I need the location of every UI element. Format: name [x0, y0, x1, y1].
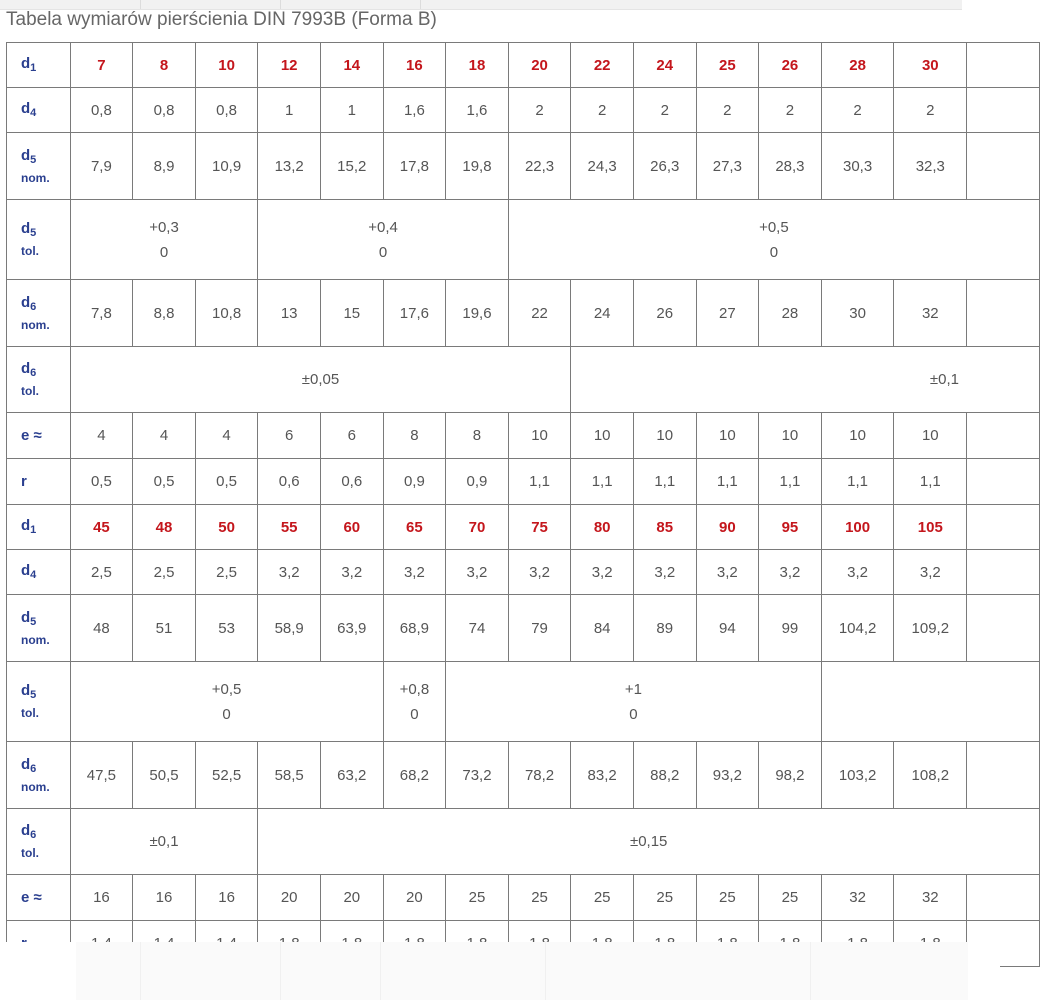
e-value: 10: [633, 413, 696, 459]
row-label-d1: $d_1$: [7, 505, 71, 550]
page-title: Tabela wymiarów pierścienia DIN 7993B (Forma B): [6, 9, 437, 30]
d4-value: 0,8: [133, 88, 196, 133]
d4-value: 3,2: [696, 550, 759, 595]
d5-nom-value: 17,8: [383, 133, 446, 200]
d6-nom-value: 88,2: [633, 742, 696, 809]
empty-cell: [967, 459, 1040, 505]
e-value: 6: [258, 413, 321, 459]
row-label-d5-nom: $d_5$ nom.: [7, 133, 71, 200]
d5-nom-value: 28,3: [759, 133, 822, 200]
d4-value: 2: [508, 88, 571, 133]
d5-tol-group: +0,5 0: [508, 200, 1039, 280]
empty-cell: [967, 43, 1040, 88]
e-value: 25: [571, 875, 634, 921]
d6-nom-value: 103,2: [821, 742, 894, 809]
d1-value: 100: [821, 505, 894, 550]
d4-value: 1,6: [446, 88, 509, 133]
d4-value: 0,8: [70, 88, 133, 133]
empty-cell: [967, 742, 1040, 809]
d1-value: 30: [894, 43, 967, 88]
d4-value: 1: [258, 88, 321, 133]
table-row-d4: [7, 550, 1040, 595]
d6-nom-value: 78,2: [508, 742, 571, 809]
d6-tol-group: ±0,1: [571, 347, 1040, 413]
d1-value: 25: [696, 43, 759, 88]
empty-cell: [967, 280, 1040, 347]
r-value: 0,9: [383, 459, 446, 505]
e-value: 10: [821, 413, 894, 459]
d5-nom-value: 74: [446, 595, 509, 662]
e-value: 4: [195, 413, 258, 459]
d4-value: 3,2: [508, 550, 571, 595]
row-label-d4: $d_4$: [7, 550, 71, 595]
d6-nom-value: 8,8: [133, 280, 196, 347]
d5-nom-value: 10,9: [195, 133, 258, 200]
d1-value: 10: [195, 43, 258, 88]
d4-value: 2,5: [133, 550, 196, 595]
e-value: 25: [446, 875, 509, 921]
d4-value: 3,2: [759, 550, 822, 595]
d6-nom-value: 52,5: [195, 742, 258, 809]
row-label-d4: $d_4$: [7, 88, 71, 133]
row-label-d5-nom: $d_5$ nom.: [7, 595, 71, 662]
table-row-d6-nom: [7, 280, 1040, 347]
d5-nom-value: 104,2: [821, 595, 894, 662]
d5-nom-value: 89: [633, 595, 696, 662]
d1-value: 50: [195, 505, 258, 550]
d5-nom-value: 109,2: [894, 595, 967, 662]
table-row-d5-tol: [7, 662, 1040, 742]
e-value: 4: [133, 413, 196, 459]
d5-nom-value: 8,9: [133, 133, 196, 200]
d5-nom-value: 51: [133, 595, 196, 662]
d5-nom-value: 15,2: [320, 133, 383, 200]
empty-cell: [967, 505, 1040, 550]
table-row-d1: [7, 505, 1040, 550]
d4-value: 2: [696, 88, 759, 133]
d6-nom-value: 30: [821, 280, 894, 347]
table-row-d5-nom: [7, 595, 1040, 662]
empty-cell: [967, 550, 1040, 595]
d4-value: 3,2: [320, 550, 383, 595]
row-label-e: e ≈: [7, 875, 71, 921]
e-value: 8: [446, 413, 509, 459]
d1-value: 55: [258, 505, 321, 550]
d5-nom-value: 79: [508, 595, 571, 662]
d1-value: 45: [70, 505, 133, 550]
bottom-panel-divider: [810, 942, 811, 1000]
d4-value: 3,2: [446, 550, 509, 595]
d5-nom-value: 68,9: [383, 595, 446, 662]
d6-nom-value: 47,5: [70, 742, 133, 809]
d5-nom-value: 26,3: [633, 133, 696, 200]
table-row-d1: [7, 43, 1040, 88]
d4-value: 2: [633, 88, 696, 133]
row-label-r: r: [7, 459, 71, 505]
d5-tol-group: +0,5 0: [70, 662, 383, 742]
table-row-r: [7, 459, 1040, 505]
d6-nom-value: 32: [894, 280, 967, 347]
d6-tol-group: ±0,1: [70, 809, 258, 875]
e-value: 25: [696, 875, 759, 921]
d5-tol-group: +1 0: [446, 662, 822, 742]
d1-value: 22: [571, 43, 634, 88]
d5-nom-value: 24,3: [571, 133, 634, 200]
row-label-d6-tol: $d_6$ tol.: [7, 347, 71, 413]
r-value: 0,5: [133, 459, 196, 505]
empty-cell: [967, 595, 1040, 662]
row-label-d6-nom: $d_6$ nom.: [7, 280, 71, 347]
d4-value: 3,2: [258, 550, 321, 595]
d5-nom-value: 94: [696, 595, 759, 662]
table-row-d6-tol: [7, 347, 1040, 413]
d1-value: 16: [383, 43, 446, 88]
e-value: 32: [821, 875, 894, 921]
e-value: 10: [508, 413, 571, 459]
d1-value: 95: [759, 505, 822, 550]
d6-nom-value: 98,2: [759, 742, 822, 809]
d4-value: 3,2: [633, 550, 696, 595]
bottom-panel-divider: [140, 942, 141, 1000]
e-value: 4: [70, 413, 133, 459]
d1-value: 48: [133, 505, 196, 550]
bottom-panel: [76, 942, 968, 1000]
e-value: 20: [258, 875, 321, 921]
d6-tol-group: ±0,05: [70, 347, 571, 413]
d5-nom-value: 7,9: [70, 133, 133, 200]
d1-value: 12: [258, 43, 321, 88]
d5-nom-value: 19,8: [446, 133, 509, 200]
empty-cell: [967, 413, 1040, 459]
bottom-blank-area: [0, 942, 1000, 1000]
d4-value: 1,6: [383, 88, 446, 133]
row-label-d5-tol: $d_5$ tol.: [7, 200, 71, 280]
e-value: 32: [894, 875, 967, 921]
d5-nom-value: 32,3: [894, 133, 967, 200]
top-strip-divider: [280, 0, 281, 9]
d4-value: 2,5: [195, 550, 258, 595]
d6-tol-group: ±0,15: [258, 809, 1040, 875]
d1-value: 80: [571, 505, 634, 550]
e-value: 10: [571, 413, 634, 459]
r-value: 0,5: [70, 459, 133, 505]
r-value: 1,1: [633, 459, 696, 505]
bottom-panel-divider: [545, 942, 546, 1000]
e-value: 6: [320, 413, 383, 459]
d5-nom-value: 53: [195, 595, 258, 662]
d5-nom-value: 58,9: [258, 595, 321, 662]
d4-value: 3,2: [383, 550, 446, 595]
d4-value: 2: [571, 88, 634, 133]
e-value: 25: [633, 875, 696, 921]
dimension-table-container: [6, 42, 962, 942]
d6-nom-value: 108,2: [894, 742, 967, 809]
d1-value: 7: [70, 43, 133, 88]
e-value: 25: [759, 875, 822, 921]
e-value: 20: [320, 875, 383, 921]
d1-value: 65: [383, 505, 446, 550]
table-row-e: [7, 413, 1040, 459]
d5-nom-value: 13,2: [258, 133, 321, 200]
d6-nom-value: 93,2: [696, 742, 759, 809]
e-value: 10: [696, 413, 759, 459]
e-value: 10: [894, 413, 967, 459]
d4-value: 2: [821, 88, 894, 133]
d1-value: 85: [633, 505, 696, 550]
d1-value: 105: [894, 505, 967, 550]
e-value: 8: [383, 413, 446, 459]
bottom-panel-divider: [380, 942, 381, 1000]
d4-value: 1: [320, 88, 383, 133]
table-row-d6-tol: [7, 809, 1040, 875]
d1-value: 18: [446, 43, 509, 88]
d4-value: 3,2: [821, 550, 894, 595]
r-value: 0,5: [195, 459, 258, 505]
d6-nom-value: 10,8: [195, 280, 258, 347]
row-label-d1: $d_1$: [7, 43, 71, 88]
d6-nom-value: 15: [320, 280, 383, 347]
d5-nom-value: 30,3: [821, 133, 894, 200]
empty-cell: [967, 88, 1040, 133]
r-value: 1,1: [696, 459, 759, 505]
r-value: 0,6: [320, 459, 383, 505]
d5-tol-group: +0,8 0: [383, 662, 446, 742]
d5-nom-value: 99: [759, 595, 822, 662]
table-row-d5-tol: [7, 200, 1040, 280]
empty-cell: [967, 133, 1040, 200]
empty-cell: [967, 875, 1040, 921]
r-value: 1,1: [508, 459, 571, 505]
d4-value: 2: [759, 88, 822, 133]
row-label-d6-nom: $d_6$ nom.: [7, 742, 71, 809]
d1-value: 75: [508, 505, 571, 550]
table-row-d6-nom: [7, 742, 1040, 809]
d6-nom-value: 27: [696, 280, 759, 347]
e-value: 16: [70, 875, 133, 921]
r-value: 0,9: [446, 459, 509, 505]
d5-nom-value: 84: [571, 595, 634, 662]
empty-cell: [821, 662, 1039, 742]
table-row-e: [7, 875, 1040, 921]
r-value: 1,1: [821, 459, 894, 505]
d1-value: 60: [320, 505, 383, 550]
r-value: 1,1: [571, 459, 634, 505]
d5-nom-value: 63,9: [320, 595, 383, 662]
d1-value: 24: [633, 43, 696, 88]
d6-nom-value: 24: [571, 280, 634, 347]
d6-nom-value: 13: [258, 280, 321, 347]
d5-nom-value: 48: [70, 595, 133, 662]
r-value: 1,1: [894, 459, 967, 505]
d6-nom-value: 19,6: [446, 280, 509, 347]
d5-tol-group: +0,3 0: [70, 200, 258, 280]
row-label-e: e ≈: [7, 413, 71, 459]
table-row-d4: [7, 88, 1040, 133]
d6-nom-value: 26: [633, 280, 696, 347]
e-value: 20: [383, 875, 446, 921]
d1-value: 90: [696, 505, 759, 550]
d6-nom-value: 7,8: [70, 280, 133, 347]
d4-value: 2: [894, 88, 967, 133]
d1-value: 28: [821, 43, 894, 88]
d6-nom-value: 68,2: [383, 742, 446, 809]
top-strip-divider: [140, 0, 141, 9]
d4-value: 2,5: [70, 550, 133, 595]
d6-nom-value: 73,2: [446, 742, 509, 809]
d1-value: 70: [446, 505, 509, 550]
d1-value: 20: [508, 43, 571, 88]
top-strip-divider: [420, 0, 421, 9]
d6-nom-value: 17,6: [383, 280, 446, 347]
row-label-d6-tol: $d_6$ tol.: [7, 809, 71, 875]
bottom-panel-divider: [280, 942, 281, 1000]
table-row-d5-nom: [7, 133, 1040, 200]
d1-value: 8: [133, 43, 196, 88]
d4-value: 3,2: [571, 550, 634, 595]
d6-nom-value: 58,5: [258, 742, 321, 809]
d1-value: 26: [759, 43, 822, 88]
r-value: 0,6: [258, 459, 321, 505]
e-value: 25: [508, 875, 571, 921]
e-value: 10: [759, 413, 822, 459]
d6-nom-value: 83,2: [571, 742, 634, 809]
d6-nom-value: 22: [508, 280, 571, 347]
d6-nom-value: 63,2: [320, 742, 383, 809]
d6-nom-value: 50,5: [133, 742, 196, 809]
e-value: 16: [195, 875, 258, 921]
d6-nom-value: 28: [759, 280, 822, 347]
dimension-table: [6, 42, 1040, 967]
d5-nom-value: 22,3: [508, 133, 571, 200]
row-label-d5-tol: $d_5$ tol.: [7, 662, 71, 742]
d5-nom-value: 27,3: [696, 133, 759, 200]
d4-value: 3,2: [894, 550, 967, 595]
d5-tol-group: +0,4 0: [258, 200, 508, 280]
r-value: 1,1: [759, 459, 822, 505]
d4-value: 0,8: [195, 88, 258, 133]
e-value: 16: [133, 875, 196, 921]
d1-value: 14: [320, 43, 383, 88]
